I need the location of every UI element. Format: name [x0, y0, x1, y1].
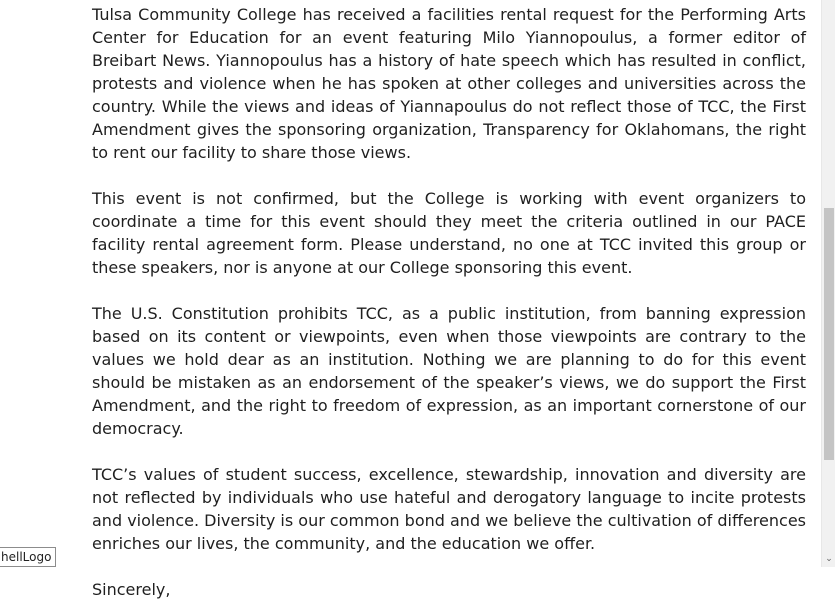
paragraph-values: TCC’s values of student success, excellence, stewardship, innovation and diversity are not reflected by individuals who use hateful and derogatory language to incite protests and violence. Diversity is our common bond and we believe the cultivation of differences enriches our lives, the community, and the education we offer.	[92, 465, 806, 553]
scrollbar-thumb[interactable]	[824, 208, 834, 460]
paragraph-event-status: This event is not confirmed, but the College is working with event organizers to coordinate a time for this event should they meet the criteria outlined in our PACE facility rental agreement form. Please understand, no one at TCC invited this group or these speakers, nor is anyone at our College sponsoring this event.	[92, 189, 806, 277]
closing-line: Sincerely,	[92, 580, 171, 599]
chevron-down-icon[interactable]: ⌄	[825, 554, 833, 564]
logo-tooltip-label: hellLogo	[0, 547, 56, 567]
paragraph-intro: Tulsa Community College has received a facilities rental request for the Performing Arts Center for Education for an event featuring Milo Yiannopoulus, a former editor of Breibart News. Yiannopoulus has a history of hate speech which has resulted in conflict, protests and violence when he has spoken at other colleges and universities across the country. While the views and ideas of Yiannapoulus do not reflect those of TCC, the First Amendment gives the sponsoring organization, Transparency for Oklahomans, the right to rent our facility to share those views.	[92, 5, 806, 162]
paragraph-constitution: The U.S. Constitution prohibits TCC, as a public institution, from banning expression based on its content or viewpoints, even when those viewpoints are contrary to the values we hold dear as an institution. Nothing we are planning to do for this event should be mistaken as an endorsement of the speaker’s views, we do support the First Amendment, and the right to freedom of expression, as an important cornerstone of our democracy.	[92, 304, 806, 438]
vertical-scrollbar[interactable]	[821, 0, 835, 567]
document-body	[92, 3, 806, 601]
